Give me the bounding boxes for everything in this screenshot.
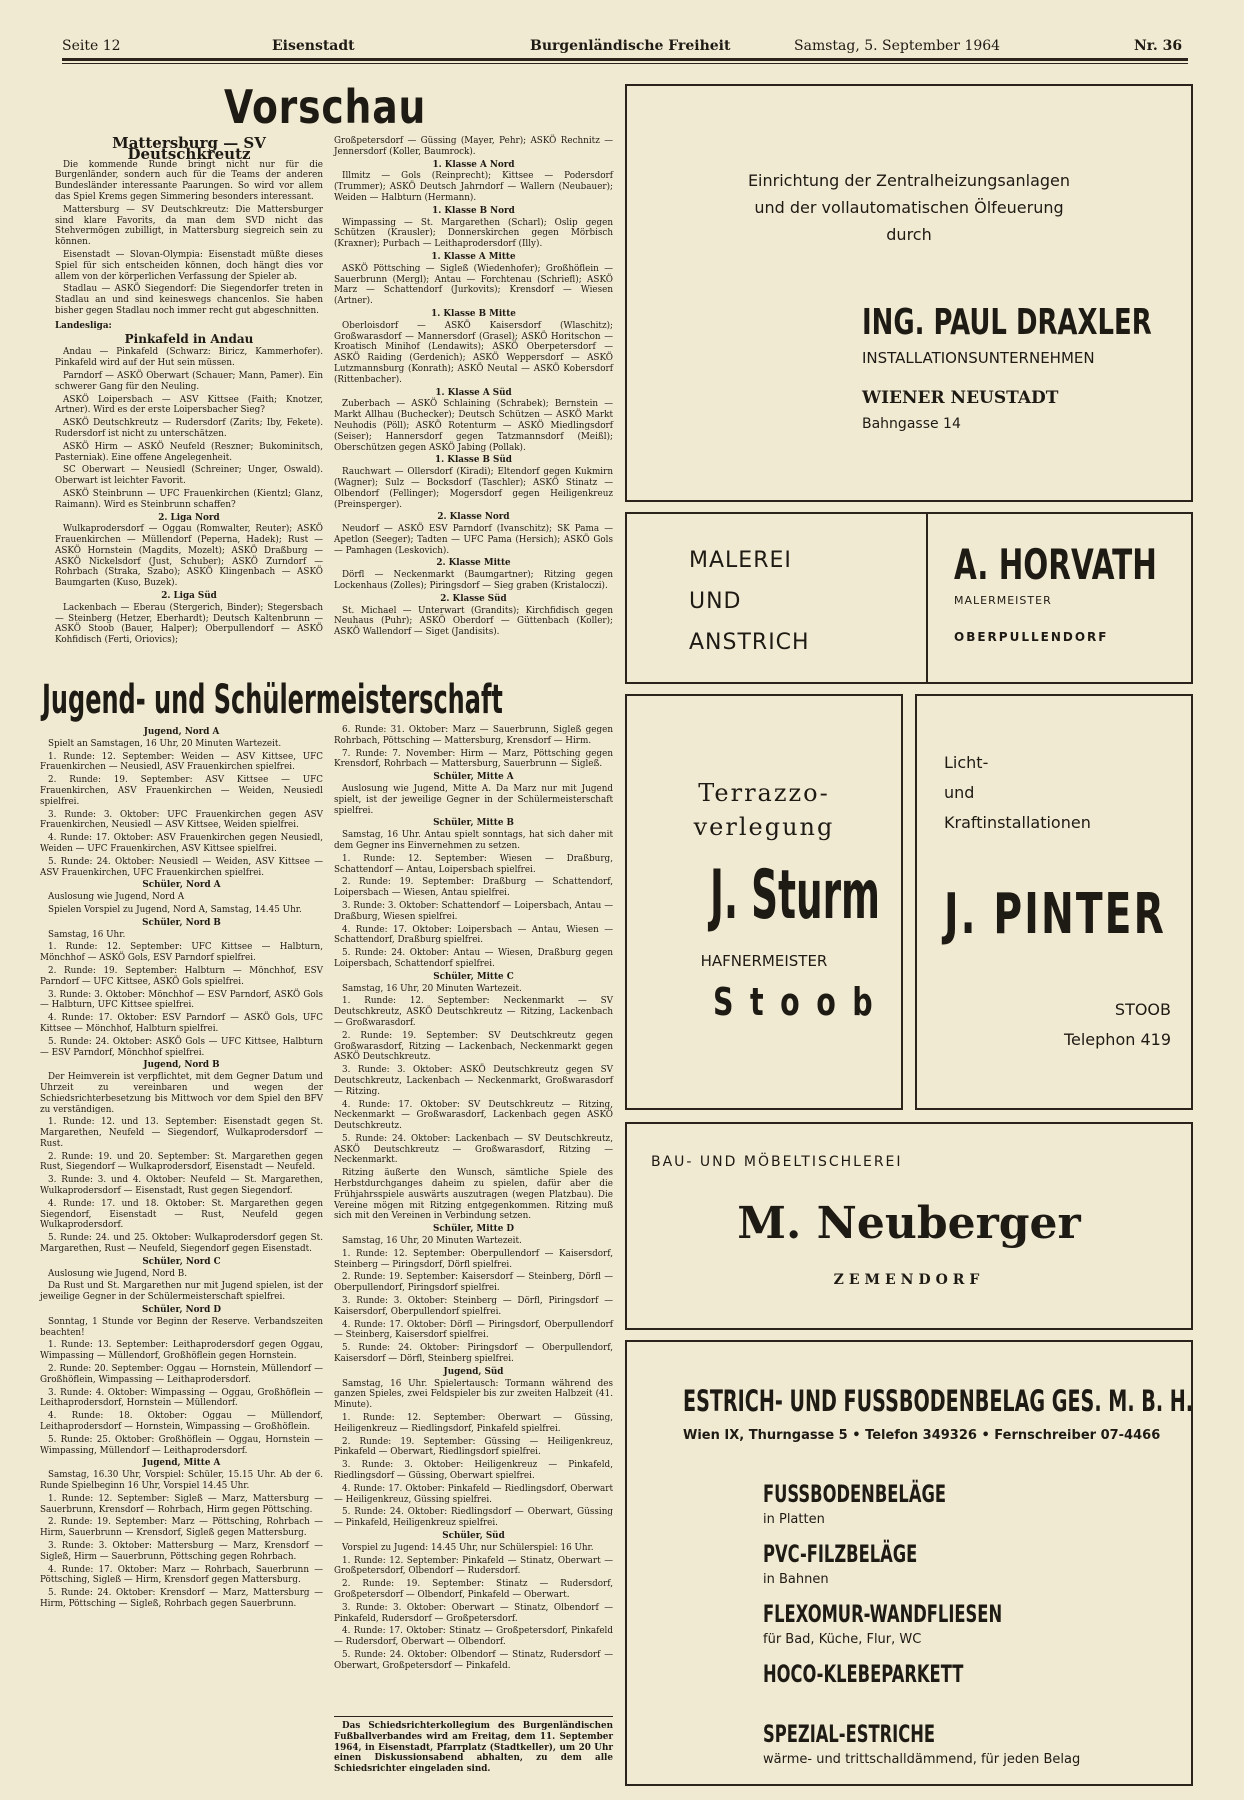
jugend-line: 3. Runde: 3. Oktober: Mönchhof — ESV Parndorf, ASKÖ Gols — Halbturn, UFC Kittsee spielfrei. <box>40 989 323 1011</box>
draxler-street: Bahngasse 14 <box>862 416 961 432</box>
sturm-name: J. Sturm <box>710 856 881 935</box>
jugend-line: 3. Runde: 3. Oktober: Steinberg — Dörfl, Piringsdorf — Kaisersdorf, Oberpullendorf spielfrei. <box>334 1296 613 1317</box>
vorschau-paragraph: Parndorf — ASKÖ Oberwart (Schauer; Mann, Pamer). Ein schwerer Gang für den Neuling. <box>55 370 323 392</box>
liga-nord-text: Wulkaprodersdorf — Oggau (Romwalter, Reuter); ASKÖ Frauenkirchen — Müllendorf (Peperna, Hadek); Rust — ASKÖ Hornstein (Magdits, Mozelt); ASKÖ Draßburg — ASKÖ Nickelsdorf (Just, Schuber); ASKÖ Zurndorf — Rohrbach (Straka, Szabo); ASKÖ Klingenbach — ASKÖ Baumgarten (Kuso, Buzek). <box>55 524 323 589</box>
estrich-item-sub: in Platten <box>763 1512 825 1527</box>
jugend-line: 1. Runde: 13. September: Leithaprodersdorf gegen Oggau, Wimpassing — Müllendorf, Großhöflein gegen Hornstein. <box>40 1340 323 1362</box>
jugend-line: Der Heimverein ist verpflichtet, mit dem Gegner Datum und Uhrzeit zu vereinbaren und wegen der Schiedsrichterbesetzung bis Mittwoch vor dem Spiel den BFV zu verständigen. <box>40 1072 323 1115</box>
klasse-heading: 2. Klasse Süd <box>440 593 507 604</box>
draxler-city: WIENER NEUSTADT <box>862 388 1059 408</box>
jugend-line: 1. Runde: 12. September: Pinkafeld — Stinatz, Oberwart — Großpetersdorf, Olbendorf — Rudersdorf. <box>334 1555 613 1577</box>
jugend-line: 3. Runde: 3. und 4. Oktober: Neufeld — St. Margarethen, Wulkaprodersdorf — Eisenstadt, Rust gegen Siegendorf. <box>40 1175 323 1197</box>
estrich-item-title: SPEZIAL-ESTRICHE <box>763 1720 936 1748</box>
klasse-text: Wimpassing — St. Margarethen (Scharl); Oslip gegen Schützen (Krausler); Donnerskirchen gegen Mörbisch (Kraxner); Purbach — Leithaprodersdorf (Illy). <box>334 217 613 250</box>
jugend-line: Samstag, 16 Uhr. Spielertausch: Tormann während des ganzen Spieles, zwei Feldspieler bis zur zweiten Halbzeit (41. Minute). <box>334 1378 613 1411</box>
jugend-line: 4. Runde: 17. Oktober: SV Deutschkreutz — Ritzing, Neckenmarkt — Großwarasdorf, Lackenbach gegen ASKÖ Deutschkreutz. <box>334 1099 613 1132</box>
vorschau-paragraph: Andau — Pinkafeld (Schwarz: Biricz, Kammerhofer). Pinkafeld wird auf der Hut sein müssen. <box>55 347 323 369</box>
klasse-heading: 1. Klasse B Süd <box>435 455 512 466</box>
jugend-line: 1. Runde: 12. September: Oberwart — Güssing, Heiligenkreuz — Riedlingsdorf, Pinkafeld spielfrei. <box>334 1413 613 1434</box>
pinter-place: STOOB <box>1114 1000 1171 1019</box>
klasse-heading: 1. Klasse B Mitte <box>431 308 516 319</box>
jugend-line: Samstag, 16 Uhr. <box>48 929 126 940</box>
jugend-line: Auslosung wie Jugend, Nord A <box>48 892 185 903</box>
jugend-line: Da Rust und St. Margarethen nur mit Jugend spielen, ist der jeweilige Gegner in der Schülermeisterschaft spielfrei. <box>40 1281 323 1303</box>
jugend-line: 4. Runde: 17. Oktober: Dörfl — Piringsdorf, Oberpullendorf — Steinberg, Kaisersdorf spielfrei. <box>334 1319 613 1341</box>
estrich-address: Wien IX, Thurngasse 5 • Telefon 349326 • Fernschreiber 07-4466 <box>683 1428 1161 1443</box>
jugend-line: 2. Runde: 19. September: Marz — Pöttsching, Rohrbach — Hirm, Sauerbrunn — Krensdorf, Sigleß gegen Mattersburg. <box>40 1517 323 1539</box>
klasse-text: Zuberbach — ASKÖ Schlaining (Schrabek); Bernstein — Markt Allhau (Buchecker); Deutsch Schützen — ASKÖ Markt Neuhodis (Pöll); ASKÖ Rotenturm — ASKÖ Miedlingsdorf (Seiser); Hannersdorf gegen Tatzmannsdorf (Meißl); Oberschützen gegen ASKÖ Jabing (Pollak). <box>334 399 613 453</box>
jugend-line: 3. Runde: 3. Oktober: ASKÖ Deutschkreutz gegen SV Deutschkreutz, Lackenbach — Neckenmarkt, Großwarasdorf — Ritzing. <box>334 1065 613 1097</box>
pinter-line-3: Kraftinstallationen <box>944 813 1091 832</box>
klasse-heading: 2. Klasse Nord <box>437 512 510 523</box>
jugend-line: 5. Runde: 24. Oktober: Antau — Wiesen, Draßburg gegen Loipersbach, Schattendorf spielfrei. <box>334 948 613 969</box>
jugend-line: 5. Runde: 24. Oktober: Riedlingsdorf — Oberwart, Güssing — Pinkafeld, Heiligenkreuz spielfrei. <box>334 1507 613 1529</box>
header-rule <box>62 58 1188 61</box>
jugend-line: 3. Runde: 3. Oktober: Oberwart — Stinatz, Olbendorf — Pinkafeld, Rudersdorf — Großpetersdorf. <box>334 1602 613 1624</box>
draxler-text <box>627 167 1191 248</box>
sturm-line-2: verlegung <box>693 813 835 841</box>
pinter-top <box>944 748 1091 838</box>
estrich-items <box>763 1480 1173 1780</box>
klasse-text: Rauchwart — Ollersdorf (Kiradi); Eltendorf gegen Kukmirn (Wagner); Sulz — Bocksdorf (Taschler); ASKÖ Stinatz — Olbendorf (Fellinger); Mogersdorf gegen Heiligenkreuz (Preinsperger). <box>334 467 613 510</box>
vorschau-column-2 <box>334 136 613 640</box>
jugend-line: 2. Runde: 19. September: Draßburg — Schattendorf, Loipersbach — Wiesen, Antau spielfrei. <box>334 877 613 899</box>
horvath-divider <box>926 514 928 682</box>
ad-neuberger <box>625 1122 1193 1330</box>
vorschau-paragraph: ASKÖ Deutschkreutz — Rudersdorf (Zarits; Iby, Fekete). Rudersdorf ist nicht zu unterschätzen. <box>55 418 323 439</box>
klasse-text: Illmitz — Gols (Reinprecht); Kittsee — Podersdorf (Trummer); ASKÖ Deutsch Jahrndorf — Wallern (Neubauer); Weiden — Halbturn (Hermann). <box>334 171 613 203</box>
estrich-item-sub: in Bahnen <box>763 1572 829 1587</box>
estrich-item <box>763 1600 1173 1660</box>
ad-estrich <box>625 1340 1193 1786</box>
jugend-section-heading: Schüler, Nord B <box>142 917 221 928</box>
jugend-section-heading: Schüler, Nord C <box>142 1256 221 1267</box>
jugend-line: 7. Runde: 7. November: Hirm — Marz, Pöttsching gegen Krensdorf, Rohrbach — Mattersburg, Sauerbrunn — Sigleß. <box>334 748 613 770</box>
jugend-column-2 <box>334 725 613 1674</box>
jugend-line: 3. Runde: 3. Oktober: Mattersburg — Marz, Krensdorf — Sigleß, Hirm — Sauerbrunn, Pöttsching gegen Rohrbach. <box>40 1540 323 1562</box>
jugend-line: 5. Runde: 24. und 25. Oktober: Wulkaprodersdorf gegen St. Margarethen, Rust — Neufeld, Siegendorf gegen Eisenstadt. <box>40 1233 323 1255</box>
jugend-line: 5. Runde: 24. Oktober: Lackenbach — SV Deutschkreutz, ASKÖ Deutschkreutz — Großwarasdorf, Ritzing — Neckenmarkt. <box>334 1133 613 1166</box>
ad-pinter <box>915 694 1193 1110</box>
estrich-item-title: FLEXOMUR-WANDFLIESEN <box>763 1600 1003 1628</box>
vorschau-paragraph: ASKÖ Loipersbach — ASV Kittsee (Faith; Knotzer, Artner). Wird es der erste Loipersbacher Sieg? <box>55 394 323 416</box>
estrich-item-sub: für Bad, Küche, Flur, WC <box>763 1632 922 1647</box>
jugend-section-heading: Schüler, Nord A <box>142 880 221 891</box>
jugend-section-heading: Jugend, Nord A <box>143 727 220 737</box>
jugend-line: Auslosung wie Jugend, Nord B. <box>48 1268 188 1279</box>
jugend-line: Vorspiel zu Jugend: 14.45 Uhr, nur Schülerspiel: 16 Uhr. <box>342 1542 594 1553</box>
estrich-item <box>763 1720 1173 1780</box>
estrich-item-sub: wärme- und trittschalldämmend, für jeden Belag <box>763 1752 1081 1767</box>
estrich-name: ESTRICH- UND FUSSBODENBELAG GES. M. B. H. <box>683 1384 1194 1418</box>
estrich-item <box>763 1540 1173 1600</box>
jugend-title: Jugend- und Schülermeisterschaft <box>42 677 503 723</box>
vorschau-paragraph: Stadlau — ASKÖ Siegendorf: Die Siegendorfer treten in Stadlau an und sind keineswegs chancenlos. Sie haben bisher gegen Stadlau noch immer recht gut abgeschnitten. <box>55 284 323 316</box>
draxler-name: ING. PAUL DRAXLER <box>862 302 1152 343</box>
vorschau-heading-mattersburg: Mattersburg — SV Deutschkreutz <box>112 134 266 163</box>
jugend-line: 4. Runde: 17. Oktober: ESV Parndorf — ASKÖ Gols, UFC Kittsee — Mönchhof, Halbturn spielfrei. <box>40 1013 323 1034</box>
referee-notice <box>334 1716 613 1777</box>
ad-horvath <box>625 512 1193 684</box>
jugend-section-heading: Jugend, Nord B <box>143 1060 220 1071</box>
jugend-line: 4. Runde: 17. Oktober: Pinkafeld — Riedlingsdorf, Oberwart — Heiligenkreuz, Güssing spielfrei. <box>334 1483 613 1505</box>
vorschau-paragraph: Die kommende Runde bringt nicht nur für die Burgenländer, sondern auch für die Teams der anderen Bundesländer interessante Paarungen. So wird vor allem das Spiel Krems gegen Simmering besonders interessant. <box>55 159 323 202</box>
horvath-left-3: ANSTRICH <box>689 630 810 655</box>
jugend-line: Auslosung wie Jugend, Mitte A. Da Marz nur mit Jugend spielt, ist der jeweilige Gegner in der Schülermeisterschaft spielfrei. <box>334 783 613 816</box>
klasse-heading: 2. Klasse Mitte <box>436 558 511 569</box>
jugend-line: 3. Runde: 3. Oktober: Heiligenkreuz — Pinkafeld, Riedlingsdorf — Güssing, Oberwart spielfrei. <box>334 1460 613 1481</box>
horvath-role: MALERMEISTER <box>954 594 1052 607</box>
vorschau-intro: Großpetersdorf — Güssing (Mayer, Pehr); ASKÖ Rechnitz — Jennersdorf (Koller, Baumrock). <box>334 136 613 157</box>
klasse-heading: 1. Klasse A Mitte <box>431 251 516 262</box>
referee-notice-text: Das Schiedsrichterkollegium des Burgenländischen Fußballverbandes wird am Freitag, dem 11. September 1964, in Eisenstadt, Pfarrplatz (Stadtkeller), um 20 Uhr einen Diskussionsabend abhalten, zu dem alle Schiedsrichter eingeladen sind. <box>334 1721 613 1775</box>
pinter-line-1: Licht- <box>944 753 989 772</box>
klasse-heading: 1. Klasse B Nord <box>432 205 515 216</box>
jugend-line: 2. Runde: 19. September: SV Deutschkreutz gegen Großwarasdorf, Ritzing — Lackenbach, Neckenmarkt gegen ASKÖ Deutschkreutz. <box>334 1030 613 1063</box>
jugend-line: 5. Runde: 24. Oktober: Olbendorf — Stinatz, Rudersdorf — Oberwart, Großpetersdorf — Pinkafeld. <box>334 1649 613 1671</box>
horvath-name: A. HORVATH <box>954 540 1157 589</box>
jugend-line: 1. Runde: 12. September: Wiesen — Draßburg, Schattendorf — Antau, Loipersbach spielfrei. <box>334 853 613 875</box>
liga-sued-text: Lackenbach — Eberau (Stergerich, Binder); Stegersbach — Steinberg (Hetzer, Eberhardt); Deutsch Kaltenbrunn — ASKÖ Stoob (Bauer, Halper); Oberpullendorf — ASKÖ Kohfidisch (Ferti, Oriovics); <box>55 602 323 646</box>
estrich-item-title: PVC-FILZBELÄGE <box>763 1540 918 1568</box>
jugend-line: 1. Runde: 12. und 13. September: Eisenstadt gegen St. Margarethen, Neufeld — Siegendorf, Wulkaprodersdorf — Rust. <box>40 1117 323 1149</box>
jugend-line: 5. Runde: 25. Oktober: Großhöflein — Oggau, Hornstein — Wimpassing, Müllendorf — Leithaprodersdorf. <box>40 1434 323 1456</box>
neuberger-top: BAU- UND MÖBELTISCHLEREI <box>651 1154 903 1170</box>
header-rule-thin <box>62 63 1188 64</box>
newspaper-name: Burgenländische Freiheit <box>530 38 731 54</box>
jugend-section-heading: Schüler, Nord D <box>142 1305 221 1316</box>
jugend-line: Spielen Vorspiel zu Jugend, Nord A, Samstag, 14.45 Uhr. <box>48 904 302 915</box>
section-name: Eisenstadt <box>272 38 355 54</box>
jugend-line: 4. Runde: 17. Oktober: Stinatz — Großpetersdorf, Pinkafeld — Rudersdorf, Oberwart — Olbendorf. <box>334 1626 613 1648</box>
jugend-line: Samstag, 16 Uhr, 20 Minuten Wartezeit. <box>342 983 522 994</box>
liga-nord-heading: 2. Liga Nord <box>158 512 220 523</box>
sturm-line-1: Terrazzo- <box>698 779 830 807</box>
jugend-line: 6. Runde: 31. Oktober: Marz — Sauerbrunn, Sigleß gegen Rohrbach, Pöttsching — Mattersburg, Krensdorf — Hirm. <box>334 725 613 746</box>
draxler-sub: INSTALLATIONSUNTERNEHMEN <box>862 349 1095 367</box>
jugend-section-heading: Schüler, Süd <box>442 1530 505 1541</box>
jugend-line: 1. Runde: 12. September: Weiden — ASV Kittsee, UFC Frauenkirchen — Neusiedl, ASV Frauenkirchen spielfrei. <box>40 751 323 773</box>
jugend-line: 1. Runde: 12. September: Neckenmarkt — SV Deutschkreutz, ASKÖ Deutschkreutz — Ritzing, Lackenbach — Großwarasdorf. <box>334 996 613 1028</box>
horvath-left-2: UND <box>689 589 742 614</box>
landesliga-label: Landesliga: <box>55 320 112 331</box>
draxler-line-1: Einrichtung der Zentralheizungsanlagen <box>747 171 1071 190</box>
jugend-line: 3. Runde: 3. Oktober: Schattendorf — Loipersbach, Antau — Draßburg, Wiesen spielfrei. <box>334 900 613 922</box>
jugend-line: 2. Runde: 19. und 20. September: St. Margarethen gegen Rust, Siegendorf — Wulkaprodersdorf, Eisenstadt — Neufeld. <box>40 1151 323 1173</box>
vorschau-heading-pinkafeld: Pinkafeld in Andau <box>124 331 254 346</box>
jugend-line: 5. Runde: 24. Oktober: Piringsdorf — Oberpullendorf, Kaisersdorf — Dörfl, Steinberg spielfrei. <box>334 1343 613 1365</box>
vorschau-column-1 <box>55 134 323 648</box>
sturm-place: Stoob <box>713 980 890 1024</box>
jugend-line: 5. Runde: 24. Oktober: Krensdorf — Marz, Mattersburg — Hirm, Pöttsching — Sigleß, Rohrbach gegen Sauerbrunn. <box>40 1588 323 1609</box>
pinter-line-2: und <box>944 783 975 802</box>
jugend-line: 2. Runde: 19. September: Halbturn — Mönchhof, ESV Parndorf — UFC Kittsee, ASKÖ Gols spielfrei. <box>40 965 323 987</box>
estrich-item <box>763 1480 1173 1540</box>
klasse-text: ASKÖ Pöttsching — Sigleß (Wiedenhofer); Großhöflein — Sauerbrunn (Mergl); Antau — Forchtenau (Schriefl); ASKÖ Marz — Schattendorf (Jurkovits); Krensdorf — Wiesen (Artner). <box>334 263 613 307</box>
klassen-list <box>334 160 613 638</box>
vorschau-paragraph: Eisenstadt — Slovan-Olympia: Eisenstadt müßte dieses Spiel für sich entscheiden können, doch hängt dies vor allem von der körperlichen Verfassung der Spieler ab. <box>55 249 323 282</box>
draxler-line-3: durch <box>886 225 932 244</box>
vorschau-paragraph: Mattersburg — SV Deutschkreutz: Die Mattersburger sind klare Favorits, da man dem SVD nicht das Stehvermögen zubilligt, in Mattersburg siegreich sein zu können. <box>55 204 323 248</box>
jugend-line: Samstag, 16 Uhr. Antau spielt sonntags, hat sich daher mit dem Gegner ins Einvernehmen zu setzen. <box>334 830 613 851</box>
jugend-line: Spielt an Samstagen, 16 Uhr, 20 Minuten Wartezeit. <box>48 738 282 749</box>
klasse-text: Oberloisdorf — ASKÖ Kaisersdorf (Wlaschitz); Großwarasdorf — Mannersdorf (Grasel); ASKÖ Horitschon — Kroatisch Minihof (Lendawits); ASKÖ Oberpetersdorf — ASKÖ Raiding (Gerdenich); ASKÖ Weppersdorf — ASKÖ Lutzmannsburg (Konrath); ASKÖ Neutal — ASKÖ Kobersdorf (Rittenbacher). <box>334 320 613 385</box>
klasse-heading: 1. Klasse A Nord <box>432 159 515 170</box>
liga-sued-heading: 2. Liga Süd <box>161 591 217 602</box>
jugend-line: Samstag, 16.30 Uhr, Vorspiel: Schüler, 15.15 Uhr. Ab der 6. Runde Spielbeginn 16 Uhr, Vorspiel 14.45 Uhr. <box>40 1470 323 1491</box>
klasse-heading: 1. Klasse A Süd <box>435 387 512 398</box>
vorschau-paragraph: SC Oberwart — Neusiedl (Schreiner; Unger, Oswald). Oberwart ist leichter Favorit. <box>55 465 323 487</box>
jugend-line: 2. Runde: 19. September: Güssing — Heiligenkreuz, Pinkafeld — Oberwart, Riedlingsdorf spielfrei. <box>334 1436 613 1458</box>
sturm-top <box>627 776 901 844</box>
jugend-line: 4. Runde: 17. Oktober: Marz — Rohrbach, Sauerbrunn — Pöttsching, Sigleß — Hirm, Krensdorf gegen Mattersburg. <box>40 1564 323 1586</box>
sturm-role: HAFNERMEISTER <box>700 952 828 970</box>
neuberger-place: ZEMENDORF <box>833 1272 985 1288</box>
pinter-phone: Telephon 419 <box>1063 1030 1171 1049</box>
draxler-line-2: und der vollautomatischen Ölfeuerung <box>754 198 1064 217</box>
horvath-left <box>689 540 810 663</box>
issue-date: Samstag, 5. September 1964 <box>794 38 1001 54</box>
jugend-line: 3. Runde: 4. Oktober: Wimpassing — Oggau, Großhöflein — Leithaprodersdorf, Hornstein — Müllendorf. <box>40 1387 323 1409</box>
jugend-line: 2. Runde: 19. September: ASV Kittsee — UFC Frauenkirchen, ASV Frauenkirchen — Weiden, Neusiedl spielfrei. <box>40 775 323 807</box>
jugend-section-heading: Schüler, Mitte A <box>433 772 514 783</box>
issue-number: Nr. 36 <box>1134 38 1183 54</box>
jugend-line: 4. Runde: 17. und 18. Oktober: St. Margarethen gegen Siegendorf, Eisenstadt — Rust, Neufeld gegen Wulkaprodersdorf. <box>40 1198 323 1231</box>
klasse-text: St. Michael — Unterwart (Grandits); Kirchfidisch gegen Neuhaus (Puhr); ASKÖ Oberdorf — Güttenbach (Koller); ASKÖ Wallendorf — Siget (Jandisits). <box>334 605 613 638</box>
jugend-line: 2. Runde: 19. September: Stinatz — Rudersdorf, Großpetersdorf — Olbendorf, Pinkafeld — Oberwart. <box>334 1579 613 1600</box>
jugend-section-heading: Schüler, Mitte B <box>433 818 514 829</box>
jugend-line: 5. Runde: 24. Oktober: Neusiedl — Weiden, ASV Kittsee — ASV Frauenkirchen, UFC Frauenkirchen spielfrei. <box>40 856 323 878</box>
jugend-line: 1. Runde: 12. September: UFC Kittsee — Halbturn, Mönchhof — ASKÖ Gols, ESV Parndorf spielfrei. <box>40 942 323 964</box>
vorschau-paragraph: ASKÖ Hirm — ASKÖ Neufeld (Reszner; Bukominitsch, Pasterniak). Eine offene Angelegenheit. <box>55 441 323 463</box>
jugend-section-heading: Schüler, Mitte D <box>432 1224 515 1235</box>
jugend-section-heading: Jugend, Süd <box>443 1366 504 1377</box>
vorschau-title: Vorschau <box>224 80 427 134</box>
jugend-line: 4. Runde: 17. Oktober: Loipersbach — Antau, Wiesen — Schattendorf, Draßburg spielfrei. <box>334 924 613 946</box>
jugend-line: 3. Runde: 3. Oktober: UFC Frauenkirchen gegen ASV Frauenkirchen, Neusiedl — ASV Kittsee, Weiden spielfrei. <box>40 809 323 831</box>
jugend-line: 4. Runde: 17. Oktober: ASV Frauenkirchen gegen Neusiedl, Weiden — UFC Frauenkirchen, ASV Kittsee spielfrei. <box>40 833 323 854</box>
jugend-line: 1. Runde: 12. September: Sigleß — Marz, Mattersburg — Sauerbrunn, Krensdorf — Rohrbach, Hirm gegen Pöttsching. <box>40 1493 323 1515</box>
estrich-item-title: FUSSBODENBELÄGE <box>763 1480 947 1508</box>
neuberger-name: M. Neuberger <box>737 1198 1081 1249</box>
jugend-line: Sonntag, 1 Stunde vor Beginn der Reserve. Verbandszeiten beachten! <box>40 1316 323 1338</box>
jugend-line: 2. Runde: 19. September: Kaisersdorf — Steinberg, Dörfl — Oberpullendorf, Piringsdorf spielfrei. <box>334 1272 613 1294</box>
jugend-line: Ritzing äußerte den Wunsch, sämtliche Spiele des Herbstdurchganges daheim zu spielen, dafür aber die Frühjahrsspiele auswärts auszutragen (wegen Platzbau). Die Vereine mögen mit Ritzing entgegenkommen. Ritzing muß sich mit den Vereinen in Verbindung setzen. <box>334 1168 613 1222</box>
horvath-left-1: MALEREI <box>689 548 792 573</box>
horvath-place: OBERPULLENDORF <box>954 630 1109 644</box>
ad-draxler <box>625 84 1193 502</box>
jugend-line: 4. Runde: 18. Oktober: Oggau — Müllendorf, Leithaprodersdorf — Hornstein, Wimpassing — Großhöflein. <box>40 1411 323 1433</box>
jugend-line: 2. Runde: 20. September: Oggau — Hornstein, Müllendorf — Großhöflein, Wimpassing — Leithaprodersdorf. <box>40 1364 323 1385</box>
page-header <box>62 34 1188 58</box>
klasse-text: Neudorf — ASKÖ ESV Parndorf (Ivanschitz); SK Pama — Apetlon (Seeger); Tadten — UFC Pama (Hersich); ASKÖ Gols — Pamhagen (Leskovich). <box>334 524 613 556</box>
klasse-text: Dörfl — Neckenmarkt (Baumgartner); Ritzing gegen Lockenhaus (Zolles); Piringsdorf — Sieg graben (Kristaloczi). <box>334 570 613 592</box>
jugend-section-heading: Jugend, Mitte A <box>142 1458 221 1469</box>
estrich-item <box>763 1660 1173 1720</box>
jugend-line: Samstag, 16 Uhr, 20 Minuten Wartezeit. <box>342 1236 522 1247</box>
ad-sturm <box>625 694 903 1110</box>
jugend-line: 5. Runde: 24. Oktober: ASKÖ Gols — UFC Kittsee, Halbturn — ESV Parndorf, Mönchhof spielfrei. <box>40 1036 323 1058</box>
estrich-item-title: HOCO-KLEBEPARKETT <box>763 1660 964 1688</box>
jugend-section-heading: Schüler, Mitte C <box>433 971 514 982</box>
page-number: Seite 12 <box>62 38 121 54</box>
jugend-column-1 <box>40 725 323 1612</box>
vorschau-paragraph: ASKÖ Steinbrunn — UFC Frauenkirchen (Kientzl; Glanz, Raimann). Wird es Steinbrunn schaffen? <box>55 488 323 510</box>
pinter-name: J. PINTER <box>944 882 1166 947</box>
jugend-line: 1. Runde: 12. September: Oberpullendorf — Kaisersdorf, Steinberg — Piringsdorf, Dörfl spielfrei. <box>334 1248 613 1270</box>
